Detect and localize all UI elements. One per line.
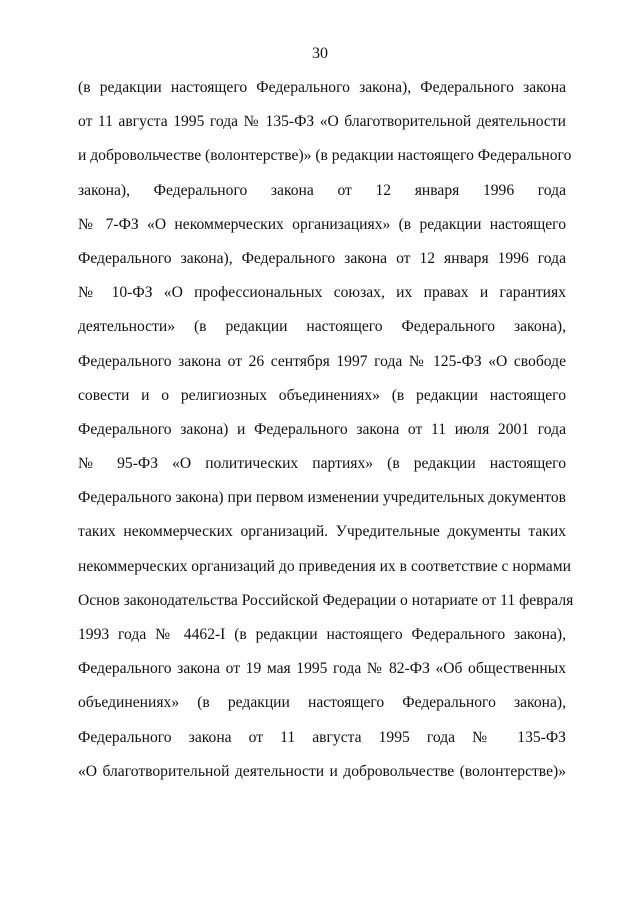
text-line: № 10-ФЗ «О профессиональных союзах, их правах и гарантиях (78, 284, 566, 302)
text-line: Федерального закона), Федерального закона от 12 января 1996 года (78, 249, 566, 267)
text-line: деятельности» (в редакции настоящего Федерального закона), (78, 318, 566, 336)
text-line: Основ законодательства Российской Федерации о нотариате от 11 февраля (78, 591, 574, 609)
text-line: совести и о религиозных объединениях» (в редакции настоящего (78, 386, 566, 404)
text-line: и добровольчестве (волонтерстве)» (в редакции настоящего Федерального (78, 147, 572, 165)
text-line: закона), Федерального закона от 12 января 1996 года (78, 181, 566, 199)
text-line: «О благотворительной деятельности и добровольчестве (волонтерстве)» (78, 762, 566, 780)
text-line: объединениях» (в редакции настоящего Федерального закона), (78, 694, 566, 712)
text-line: таких некоммерческих организаций. Учредительные документы таких (78, 523, 566, 541)
text-line: Федерального закона) при первом изменении учредительных документов (78, 489, 566, 507)
text-line: 1993 года № 4462-I (в редакции настоящего Федерального закона), (78, 626, 566, 643)
text-line: Федерального закона от 11 августа 1995 года № 135-ФЗ (78, 728, 566, 746)
text-line: № 95-ФЗ «О политических партиях» (в редакции настоящего (78, 455, 566, 473)
text-line: от 11 августа 1995 года № 135-ФЗ «О благотворительной деятельности (78, 113, 566, 131)
document-body (78, 76, 574, 794)
text-line: некоммерческих организаций до приведения их в соответствие с нормами (78, 557, 571, 575)
text-line: (в редакции настоящего Федерального закона), Федерального закона (78, 79, 566, 96)
page-number: 30 (312, 45, 328, 62)
text-line: Федерального закона) и Федерального закона от 11 июля 2001 года (78, 420, 566, 438)
text-line: Федерального закона от 26 сентября 1997 года № 125-ФЗ «О свободе (78, 352, 566, 370)
text-line: № 7-ФЗ «О некоммерческих организациях» (в редакции настоящего (78, 215, 566, 233)
text-line: Федерального закона от 19 мая 1995 года № 82-ФЗ «Об общественных (78, 660, 566, 678)
